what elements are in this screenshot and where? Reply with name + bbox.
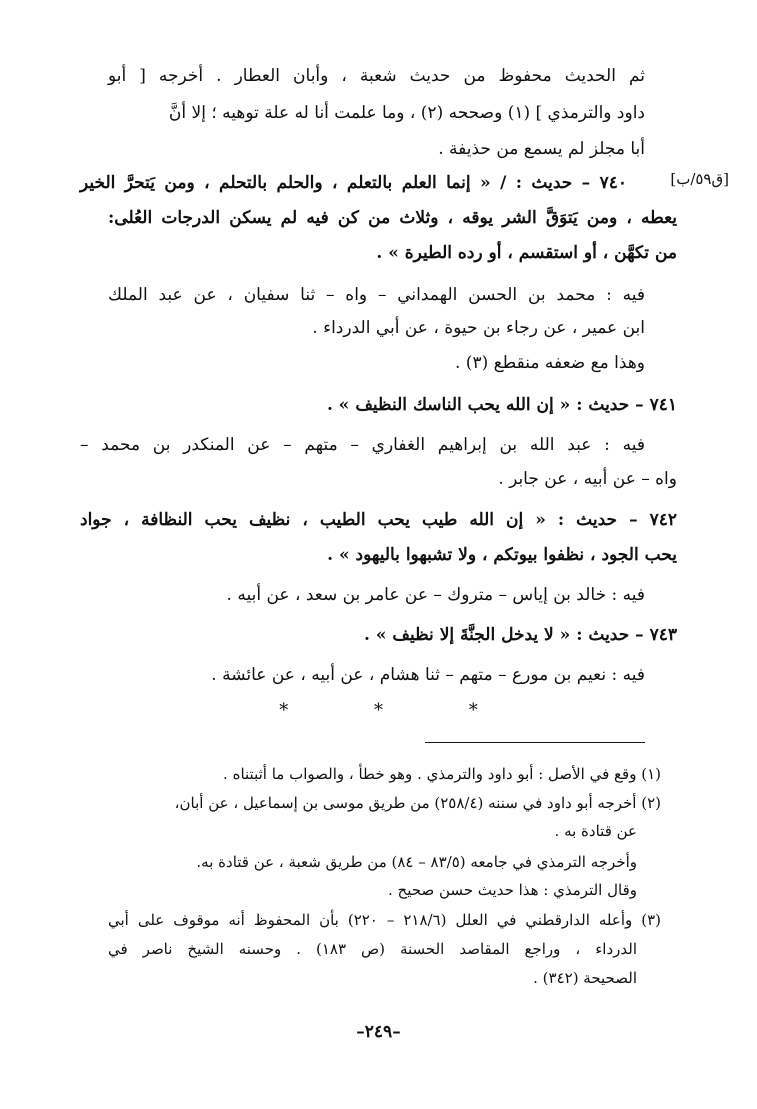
footnote-line: الدرداء ، وراجع المقاصد الحسنة (ص ١٨٣) . وحسنه الشيخ ناصر في — [108, 940, 638, 958]
footnote-line: وأخرجه الترمذي في جامعه (٨٣/٥ – ٨٤) من طريق شعبة ، عن قتادة به. — [196, 853, 637, 871]
text-line: ابن عمير ، عن رجاء بن حيوة ، عن أبي الدرداء . — [312, 318, 645, 338]
footnote-rule — [425, 742, 645, 743]
hadith-742-line: ٧٤٢ – حديث : « إن الله طيب يحب الطيب ، نظيف يحب النظافة ، جواد — [80, 510, 677, 530]
footnote-line: (٢) أخرجه أبو داود في سننه (٢٥٨/٤) من طريق موسى بن إسماعيل ، عن أبان، — [174, 794, 661, 812]
manuscript-folio-note: [ق٥٩/ب] — [670, 170, 729, 188]
text-line: أبا مجلز لم يسمع من حذيفة . — [438, 139, 645, 159]
footnote-line: عن قتادة به . — [554, 822, 637, 840]
text-line: ثم الحديث محفوظ من حديث شعبة ، وأبان العطار . أخرجه [ أبو — [108, 66, 645, 86]
text-line: فيه : نعيم بن مورع – متهم – ثنا هشام ، عن أبيه ، عن عائشة . — [211, 665, 645, 685]
hadith-742-line: يحب الجود ، نظفوا بيوتكم ، ولا تشبهوا باليهود » . — [327, 545, 677, 565]
text-line: فيه : خالد بن إياس – متروك – عن عامر بن سعد ، عن أبيه . — [226, 585, 645, 605]
footnote-line: وقال الترمذي : هذا حديث حسن صحيح . — [388, 881, 637, 899]
hadith-740-line: من تكهَّن ، أو استقسم ، أو رده الطيرة » . — [376, 243, 677, 263]
hadith-743-line: ٧٤٣ – حديث : « لا يدخل الجنَّةَ إلا نظيف » . — [364, 625, 677, 645]
text-line: فيه : محمد بن الحسن الهمداني – واه – ثنا سفيان ، عن عبد الملك — [108, 285, 645, 305]
page-number: –٢٤٩– — [356, 1022, 401, 1042]
text-line: داود والترمذي ] (١) وصححه (٢) ، وما علمت أنا له علة توهيه ؛ إلا أنَّ — [168, 103, 645, 123]
hadith-740-line: يعطه ، ومن يَتوَقَّ الشر يوقه ، وثلاث من كن فيه لم يسكن الدرجات العُلى: — [108, 208, 677, 228]
section-separator-stars: * * * — [279, 700, 518, 721]
text-line: وهذا مع ضعفه منقطع (٣) . — [455, 353, 645, 373]
footnote-line: (٣) وأعله الدارقطني في العلل (٢١٨/٦ – ٢٢٠) بأن المحفوظ أنه موقوف على أبي — [108, 911, 661, 929]
footnote-line: (١) وقع في الأصل : أبو داود والترمذي . وهو خطأ ، والصواب ما أثبتناه . — [223, 765, 661, 783]
footnote-line: الصحيحة (٣٤٢) . — [533, 969, 637, 987]
text-line: فيه : عبد الله بن إبراهيم الغفاري – متهم – عن المنكدر بن محمد – — [80, 435, 645, 455]
hadith-740-line: ٧٤٠ – حديث : / « إنما العلم بالتعلم ، والحلم بالتحلم ، ومن يَتحرَّ الخير — [80, 173, 627, 193]
text-line: واه – عن أبيه ، عن جابر . — [498, 469, 677, 489]
hadith-741-line: ٧٤١ – حديث : « إن الله يحب الناسك النظيف » . — [326, 395, 677, 415]
